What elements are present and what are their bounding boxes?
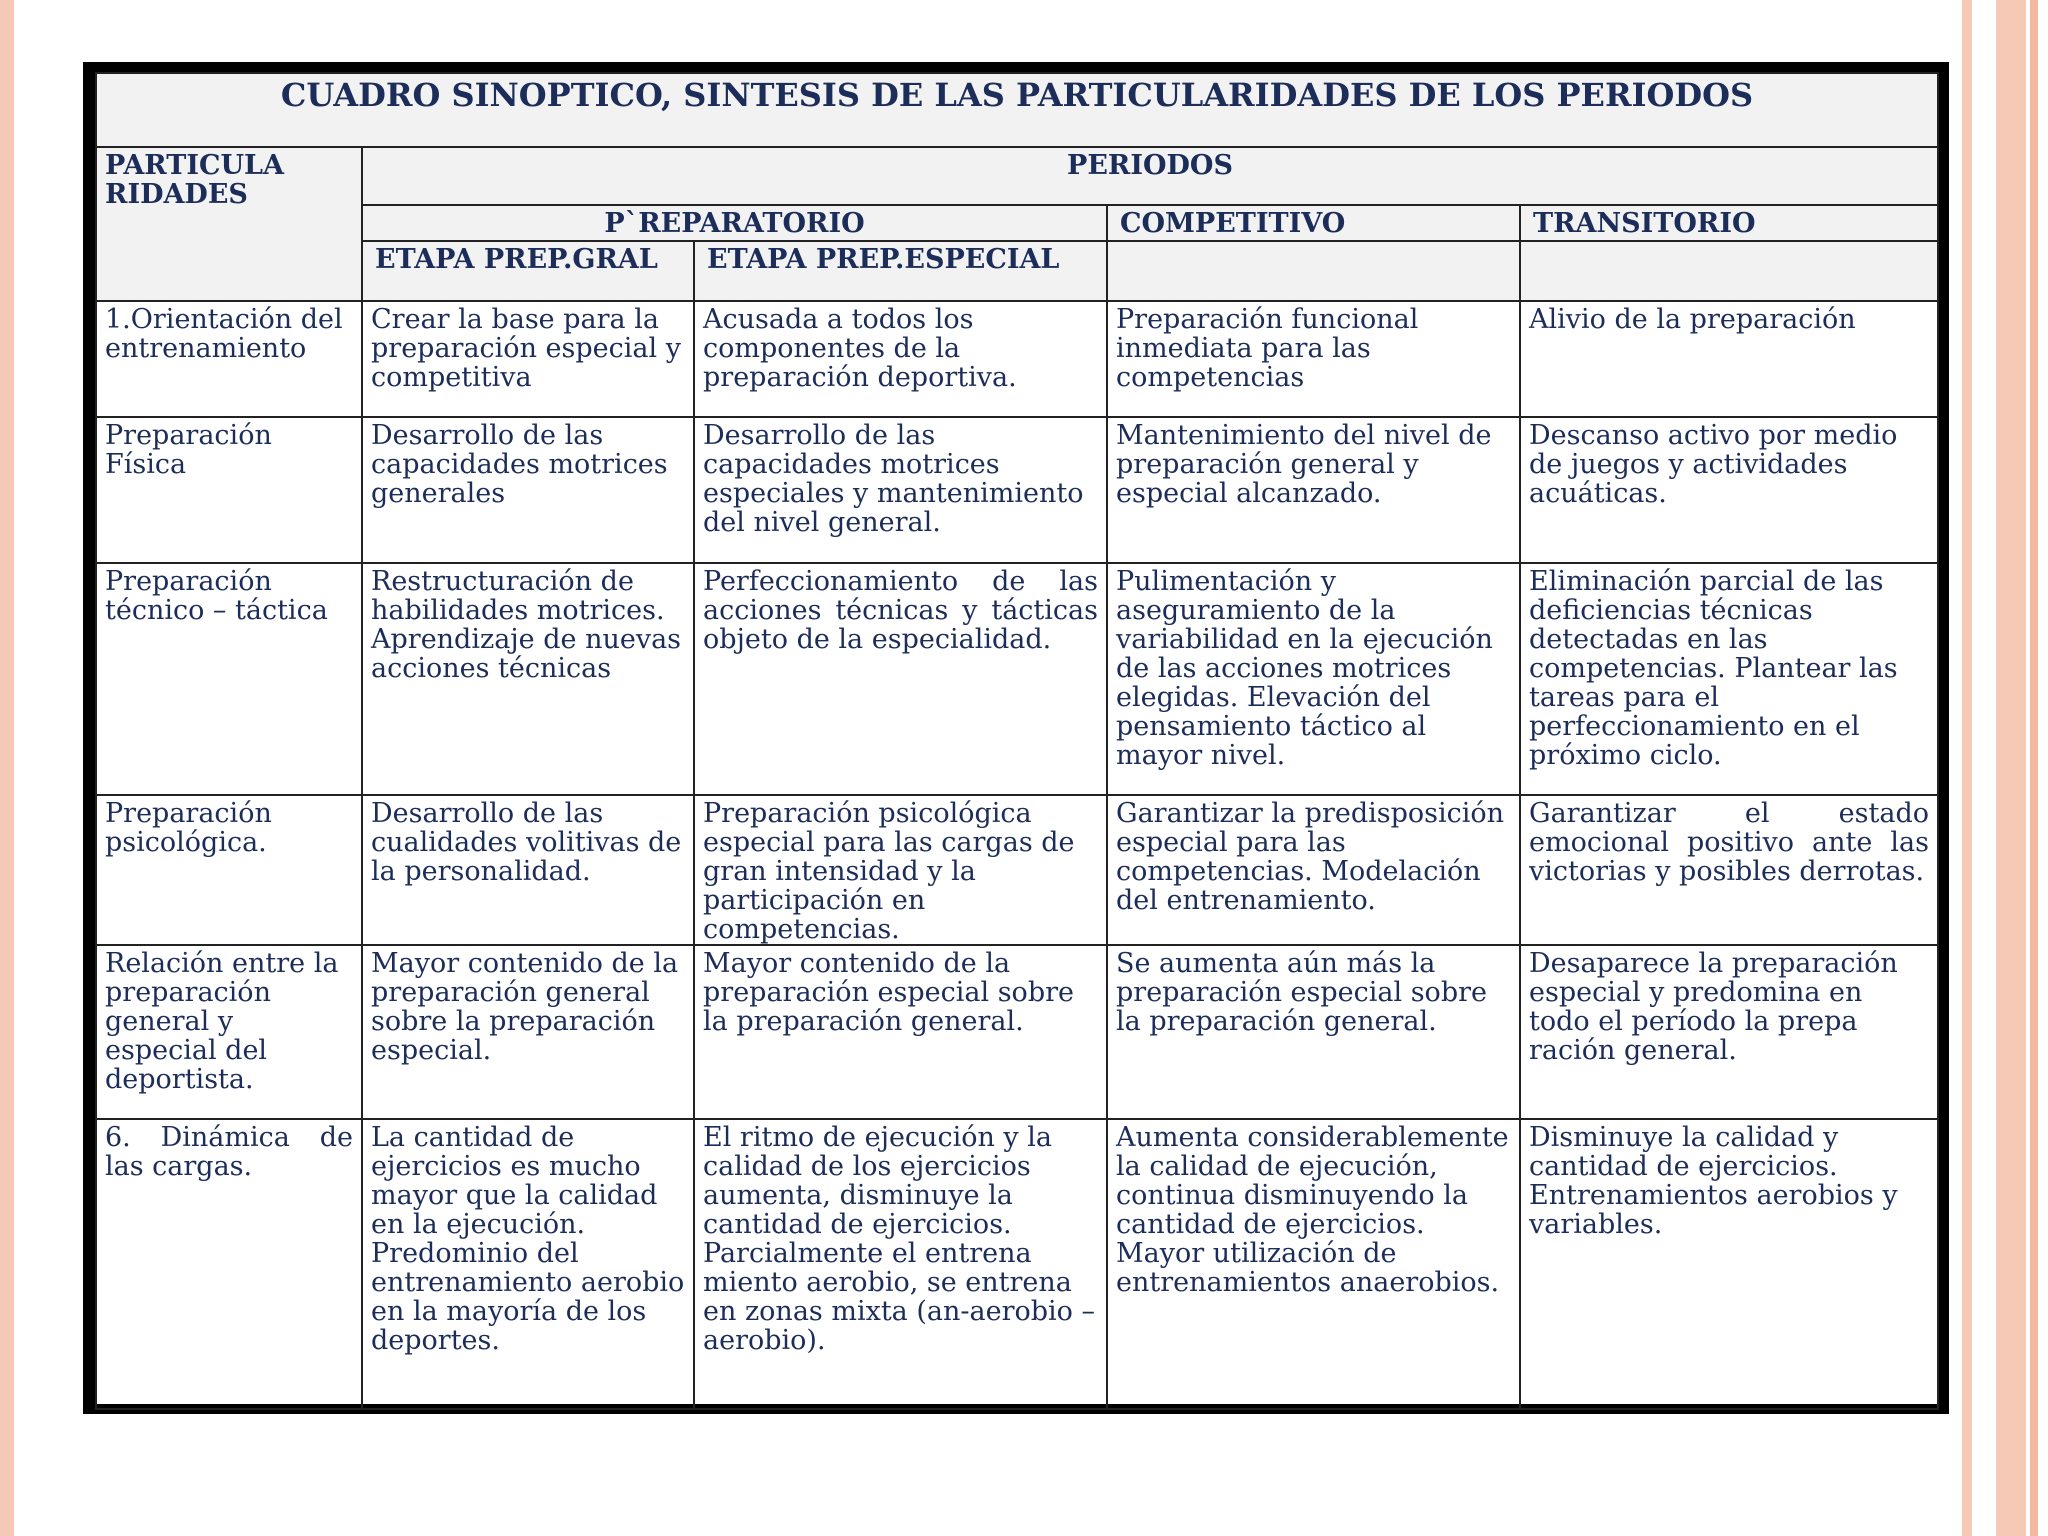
cell-competitivo: Pulimentación y aseguramiento de la variabilidad en la ejecución de las acciones motrices elegidas. Elevación del pensamiento táctico al mayor nivel. [1107, 563, 1520, 795]
row-label: 1.Orientación del entrenamiento [96, 301, 362, 417]
header-row-periodos [96, 147, 1938, 205]
header-empty-transitorio [1520, 241, 1938, 301]
header-empty-competitivo [1107, 241, 1520, 301]
header-preparatorio: P`REPARATORIO [362, 205, 1107, 241]
header-transitorio: TRANSITORIO [1520, 205, 1938, 241]
slide-border-right [1996, 0, 2026, 1536]
cell-transitorio: Eliminación parcial de las deficiencias técnicas detectadas en las competencias. Plantear las tareas para el perfeccionamiento en el próximo ciclo. [1520, 563, 1938, 795]
cell-especial: Acusada a todos los componentes de la preparación deportiva. [694, 301, 1107, 417]
table-row [96, 563, 1938, 795]
row-label: Preparación Física [96, 417, 362, 563]
cell-competitivo: Se aumenta aún más la preparación especial sobre la preparación general. [1107, 945, 1520, 1119]
cell-transitorio: Alivio de la preparación [1520, 301, 1938, 417]
cell-gral: Restructuración de habilidades motrices. Aprendizaje de nuevas acciones técnicas [362, 563, 694, 795]
table-row [96, 417, 1938, 563]
cell-competitivo: Mantenimiento del nivel de preparación general y especial alcanzado. [1107, 417, 1520, 563]
table-row [96, 795, 1938, 945]
header-particularidades: PARTICULA RIDADES [96, 147, 362, 301]
cell-competitivo: Aumenta considerablemente la calidad de ejecución, continua disminuyendo la cantidad de ejercicios. Mayor utilización de entrenamientos anaerobios. [1107, 1119, 1520, 1409]
header-row-periods [96, 205, 1938, 241]
table-row [96, 1119, 1938, 1409]
cell-especial: Desarrollo de las capacidades motrices especiales y mantenimiento del nivel general. [694, 417, 1107, 563]
cell-gral: Crear la base para la preparación especial y competitiva [362, 301, 694, 417]
header-row-etapas [96, 241, 1938, 301]
cell-especial: El ritmo de ejecución y la calidad de los ejercicios aumenta, disminuye la cantidad de ejercicios. Parcialmente el entrena miento aerobio, se entrena en zonas mixta (an-aerobio –aerobio). [694, 1119, 1107, 1409]
table-row [96, 301, 1938, 417]
slide-border-right-outer [2030, 0, 2038, 1536]
table-row [96, 945, 1938, 1119]
cell-transitorio: Desaparece la preparación especial y predomina en todo el período la prepa ración general. [1520, 945, 1938, 1119]
row-label: Relación entre la preparación general y especial del deportista. [96, 945, 362, 1119]
cell-especial: Mayor contenido de la preparación especial sobre la preparación general. [694, 945, 1107, 1119]
cell-gral: Desarrollo de las capacidades motrices generales [362, 417, 694, 563]
header-etapa-gral: ETAPA PREP.GRAL [362, 241, 694, 301]
header-etapa-especial: ETAPA PREP.ESPECIAL [694, 241, 1107, 301]
cell-competitivo: Preparación funcional inmediata para las competencias [1107, 301, 1520, 417]
header-periodos: PERIODOS [362, 147, 1938, 205]
row-label: 6. Dinámica de las cargas. [96, 1119, 362, 1409]
cell-competitivo: Garantizar la predisposición especial para las competencias. Modelación del entrenamiento. [1107, 795, 1520, 945]
cell-gral: La cantidad de ejercicios es mucho mayor que la calidad en la ejecución. Predominio del entrenamiento aerobio en la mayoría de los deportes. [362, 1119, 694, 1409]
cell-transitorio: Descanso activo por medio de juegos y actividades acuáticas. [1520, 417, 1938, 563]
slide-border-right-inner [1962, 0, 1972, 1536]
table-frame [83, 62, 1949, 1414]
header-competitivo: COMPETITIVO [1107, 205, 1520, 241]
row-label: Preparación técnico – táctica [96, 563, 362, 795]
cell-transitorio: Garantizar el estado emocional positivo ante las victorias y posibles derrotas. [1520, 795, 1938, 945]
cell-especial: Perfeccionamiento de las acciones técnicas y tácticas objeto de la especialidad. [694, 563, 1107, 795]
slide-border-left [0, 0, 14, 1536]
title-row [96, 73, 1938, 147]
table-area [95, 72, 1937, 1404]
table-title: CUADRO SINOPTICO, SINTESIS DE LAS PARTICULARIDADES DE LOS PERIODOS [96, 73, 1938, 147]
cell-gral: Mayor contenido de la preparación general sobre la preparación especial. [362, 945, 694, 1119]
row-label: Preparación psicológica. [96, 795, 362, 945]
cell-especial: Preparación psicológica especial para las cargas de gran intensidad y la participación en competencias. [694, 795, 1107, 945]
cell-gral: Desarrollo de las cualidades volitivas de la personalidad. [362, 795, 694, 945]
synoptic-table [95, 72, 1939, 1410]
cell-transitorio: Disminuye la calidad y cantidad de ejercicios. Entrenamientos aerobios y variables. [1520, 1119, 1938, 1409]
